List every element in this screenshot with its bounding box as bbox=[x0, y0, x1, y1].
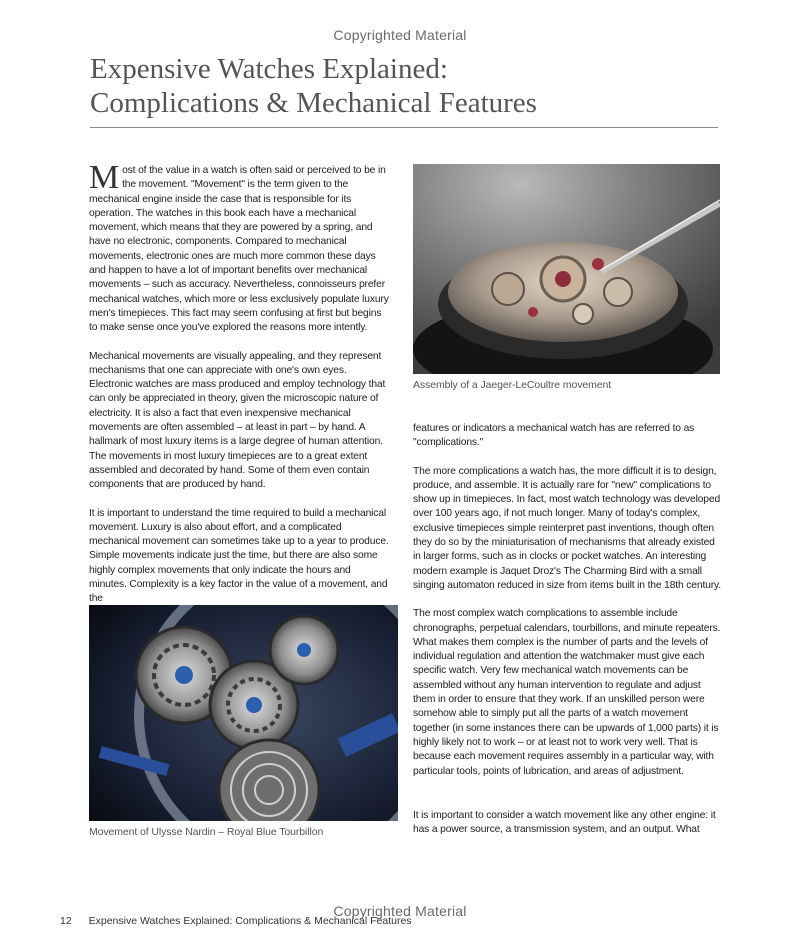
drop-cap: M bbox=[89, 159, 120, 196]
page-number: 12 bbox=[60, 915, 72, 927]
watermark-bottom: Copyrighted Material bbox=[333, 903, 467, 919]
watermark-top: Copyrighted Material bbox=[333, 27, 467, 43]
paragraph-time-required: It is important to understand the time required to build a mechanical movement. Luxury is also about effort, and a complicated mechanical movement can sometimes take up to a year to produce. Simple movements indicate just the time, but there are also some highly complex movements that only indicate the hours and minutes. Complexity is a key factor in the value of a movement, and the bbox=[89, 507, 389, 605]
tourbillon-illustration bbox=[89, 605, 398, 821]
paragraph-intro-text: ost of the value in a watch is often said or perceived to be in the movement. "Movement" is the term given to the mechanical engine inside the case that is responsible for its operation. The watches in this book each have a mechanical movement, which means that they are powered by a spring, and have no electronic, components. Compared to mechanical movements, electronic ones are much more common these days and happen to have a lot of important benefits over mechanical movements – such as accuracy. Nevertheless, connoisseurs prefer mechanical watches, which more or less exclusively populate luxury men's timepieces. This fact may seem confusing at first but begins to make sense once you've explored the reasons more intently. bbox=[89, 165, 389, 334]
paragraph-engine: It is important to consider a watch movement like any other engine: it has a power source, a transmission system, and an output. What bbox=[413, 810, 716, 836]
paragraph-most-complex: The most complex watch complications to assemble include chronographs, perpetual calendars, tourbillons, and minute repeaters. What makes them complex is the number of parts and the levels of individual regulation and attention the watchmaker must give each specific watch. Very few mechanical watch movements can be assembled without any human intervention to regulate and adjust them in order to ensure that they work. If an unskilled person were somehow able to simply put all the parts of a watch movement together (in some instances there can be upwards of 1,000 parts) it is highly likely not to work – or at least not to work very well. That is because each movement requires assembly in a particular way, with particular tools, points of lubrication, and areas of adjustment. bbox=[413, 608, 721, 777]
caption-jaeger-lecoultre: Assembly of a Jaeger-LeCoultre movement bbox=[413, 379, 612, 391]
page-footer bbox=[60, 915, 412, 927]
photo-jaeger-lecoultre-assembly bbox=[413, 164, 720, 374]
left-text-column bbox=[89, 159, 391, 621]
photo-ulysse-nardin-tourbillon bbox=[89, 605, 398, 821]
right-text-column bbox=[413, 422, 721, 793]
paragraph-mechanical: Mechanical movements are visually appealing, and they represent mechanisms that one can appreciate with one's own eyes. Electronic watches are mass produced and employ technology that can only be appreciated in theory, given the microscopic nature of electricity. It is also a fact that even inexpensive mechanical movements are often assembled – at least in part – by hand. A hallmark of most luxury items is a large degree of human attention. The movements in most luxury timepieces are to a great extent assembled and decorated by hand. Some of them even contain components that are produced by hand. bbox=[89, 350, 386, 491]
paragraph-more-complications: The more complications a watch has, the more difficult it is to design, produce, and assemble. It is actually rare for "new" complications to show up in timepieces. In fact, most watch technology was developed over 100 years ago, if not much longer. Many of today's complex, exclusive timepieces simple reinterpret past inventions, though often they do so by the miniaturisation of mechanisms that already existed in larger forms, such as in clocks or pocket watches. An interesting modern example is Jaquet Droz's The Charming Bird with a small singing automaton reduced in size from items built in the 18th century. bbox=[413, 465, 721, 591]
right-text-column-end bbox=[413, 809, 721, 852]
title-divider bbox=[90, 127, 718, 128]
title-line-2: Complications & Mechanical Features bbox=[90, 87, 537, 119]
caption-ulysse-nardin: Movement of Ulysse Nardin – Royal Blue Tourbillon bbox=[89, 826, 324, 838]
running-title: Expensive Watches Explained: Complications & Mechanical Features bbox=[88, 915, 412, 927]
movement-assembly-illustration bbox=[413, 164, 720, 374]
title-line-1: Expensive Watches Explained: bbox=[90, 53, 448, 85]
paragraph-complications-intro: features or indicators a mechanical watch has are referred to as "complications." bbox=[413, 423, 695, 449]
paragraph-intro bbox=[89, 159, 391, 336]
page-title bbox=[90, 52, 730, 120]
